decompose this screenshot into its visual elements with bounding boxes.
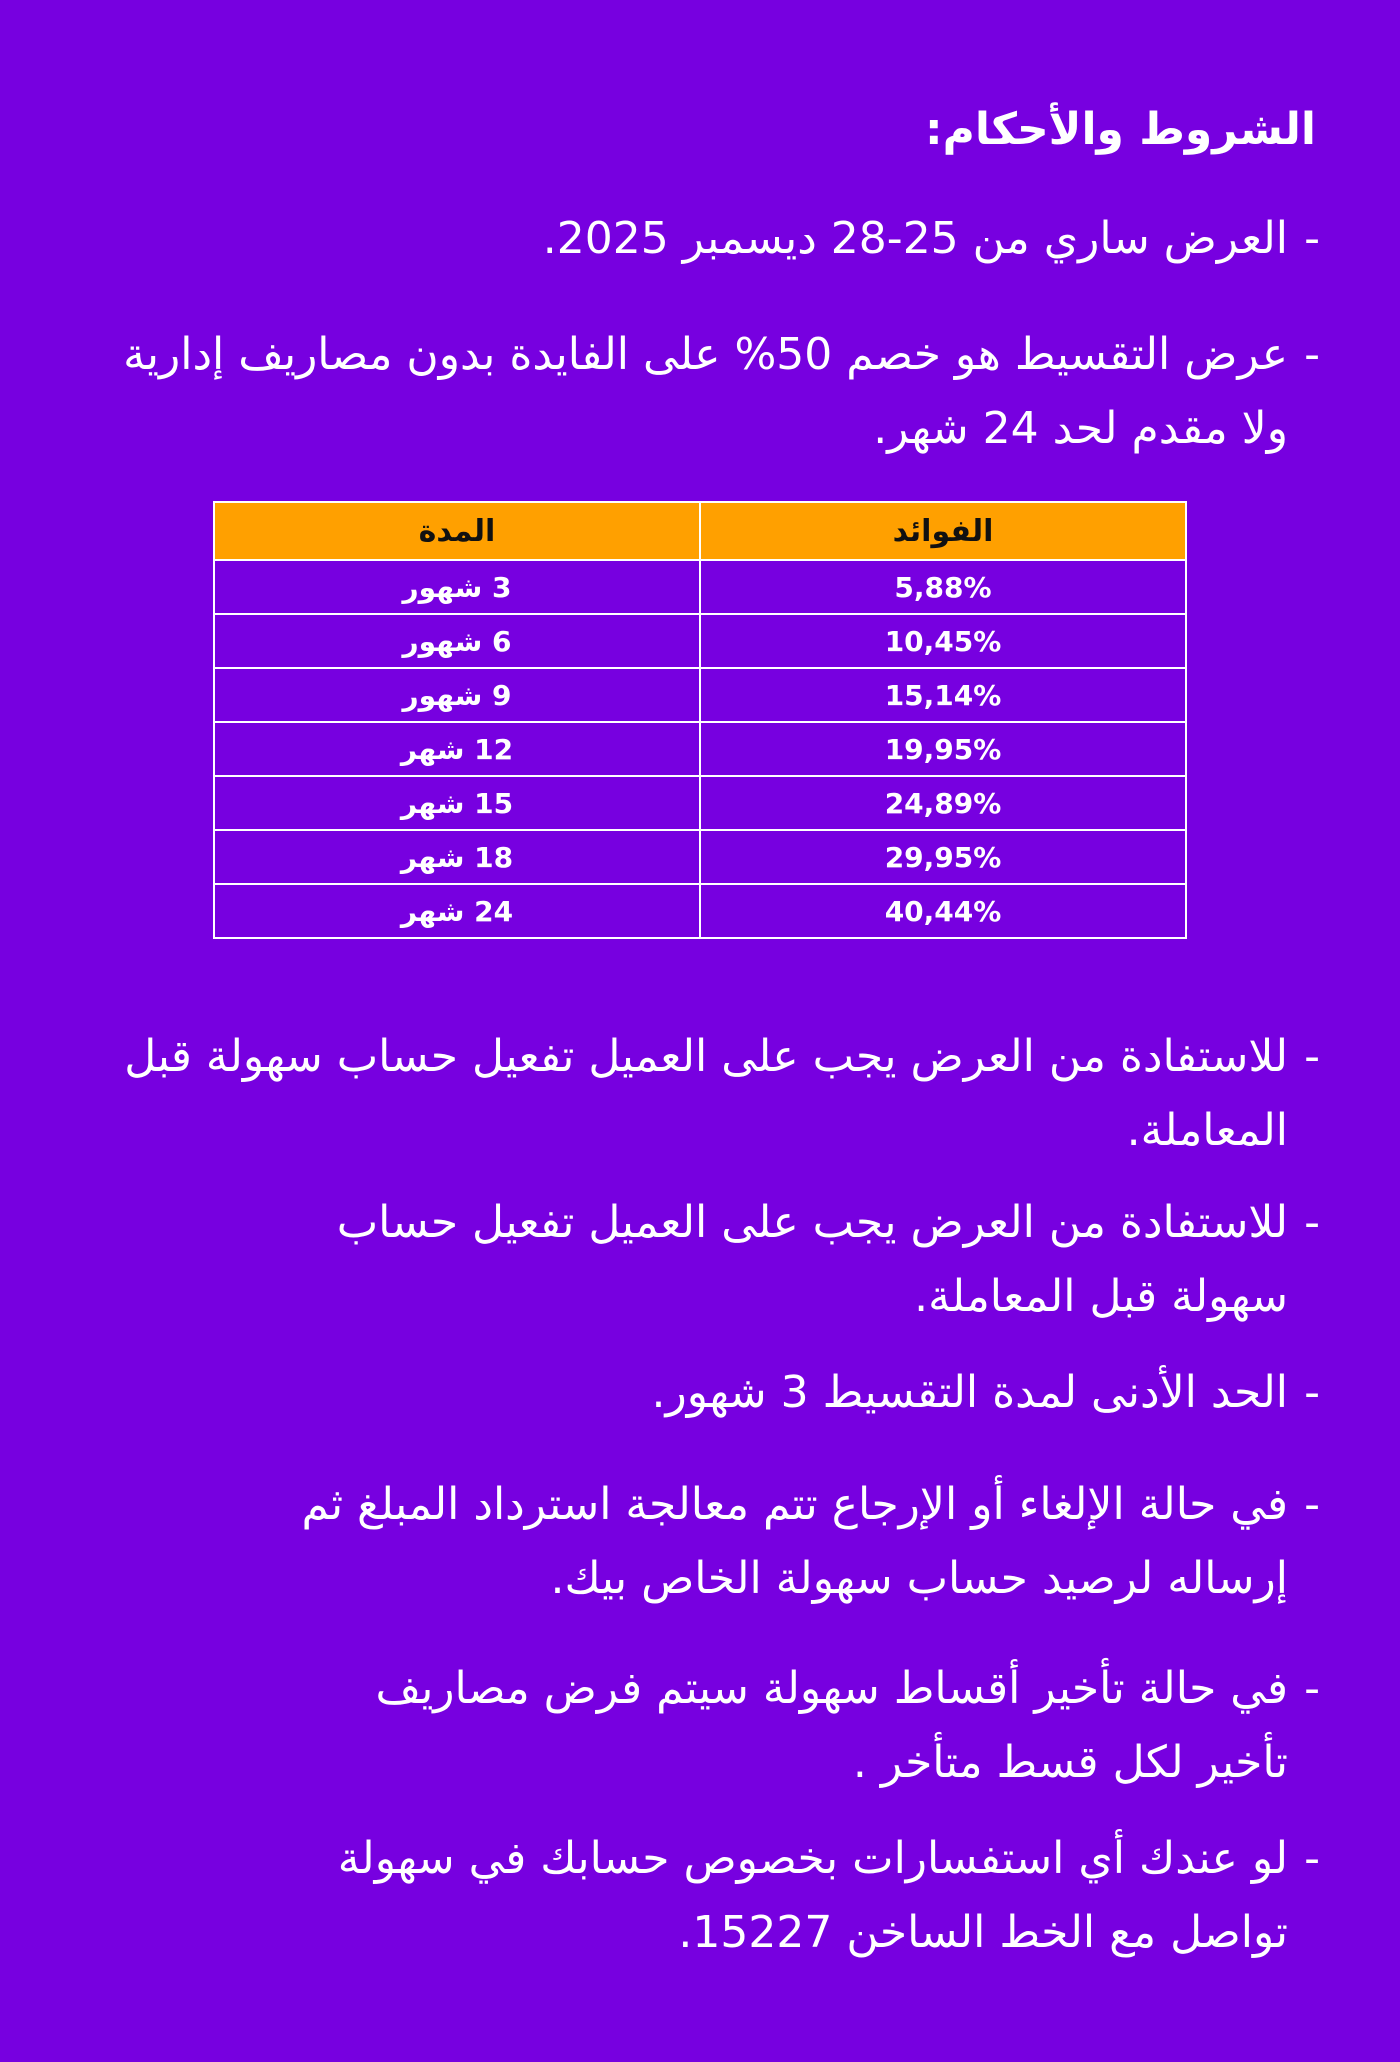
table-header-row xyxy=(214,502,1186,560)
column-header-duration: المدة xyxy=(214,502,700,560)
bullet-dash: - xyxy=(1304,1367,1320,1418)
bullet-dash: - xyxy=(1304,1833,1320,1884)
terms-item-text: للاستفادة من العرض يجب على العميل تفعيل حساب سهولة قبل المعاملة. xyxy=(124,1031,1288,1156)
terms-item xyxy=(80,1822,1320,1970)
terms-item-text: الحد الأدنى لمدة التقسيط 3 شهور. xyxy=(651,1367,1288,1418)
table-row xyxy=(214,614,1186,668)
duration-cell: 18 شهر xyxy=(214,830,700,884)
terms-item xyxy=(80,1468,1320,1616)
table-row xyxy=(214,722,1186,776)
duration-cell: 15 شهر xyxy=(214,776,700,830)
rate-cell: 40,44% xyxy=(700,884,1186,938)
duration-cell: 12 شهر xyxy=(214,722,700,776)
table-row xyxy=(214,776,1186,830)
terms-item xyxy=(80,1356,1320,1430)
bullet-dash: - xyxy=(1304,1663,1320,1714)
bullet-dash: - xyxy=(1304,213,1320,264)
rate-cell: 15,14% xyxy=(700,668,1186,722)
column-header-rate: الفوائد xyxy=(700,502,1186,560)
terms-item-text: في حالة تأخير أقساط سهولة سيتم فرض مصاريف تأخير لكل قسط متأخر . xyxy=(375,1663,1288,1788)
duration-cell: 6 شهور xyxy=(214,614,700,668)
bullet-dash: - xyxy=(1304,329,1320,380)
terms-item-text: العرض ساري من 25-28 ديسمبر 2025. xyxy=(542,213,1288,264)
rate-cell: 29,95% xyxy=(700,830,1186,884)
rate-cell: 24,89% xyxy=(700,776,1186,830)
terms-item xyxy=(80,1020,1320,1168)
rate-cell: 5,88% xyxy=(700,560,1186,614)
terms-title: الشروط والأحكام: xyxy=(925,104,1316,155)
interest-rates-table xyxy=(213,501,1187,939)
bullet-dash: - xyxy=(1304,1031,1320,1082)
table-row xyxy=(214,668,1186,722)
terms-item-text: للاستفادة من العرض يجب على العميل تفعيل حساب سهولة قبل المعاملة. xyxy=(336,1197,1288,1322)
terms-item xyxy=(80,1652,1320,1800)
terms-item xyxy=(80,318,1320,466)
duration-cell: 24 شهر xyxy=(214,884,700,938)
terms-item-text: عرض التقسيط هو خصم 50% على الفايدة بدون مصاريف إدارية ولا مقدم لحد 24 شهر. xyxy=(123,329,1288,454)
terms-item xyxy=(80,202,1320,276)
table-row xyxy=(214,560,1186,614)
rate-cell: 19,95% xyxy=(700,722,1186,776)
bullet-dash: - xyxy=(1304,1197,1320,1248)
terms-item-text: في حالة الإلغاء أو الإرجاع تتم معالجة استرداد المبلغ ثم إرساله لرصيد حساب سهولة الخاص بيك. xyxy=(301,1479,1288,1604)
terms-item-text: لو عندك أي استفسارات بخصوص حسابك في سهولة تواصل مع الخط الساخن 15227. xyxy=(337,1833,1288,1958)
table-row xyxy=(214,830,1186,884)
bullet-dash: - xyxy=(1304,1479,1320,1530)
rate-cell: 10,45% xyxy=(700,614,1186,668)
table-row xyxy=(214,884,1186,938)
terms-item xyxy=(80,1186,1320,1334)
duration-cell: 3 شهور xyxy=(214,560,700,614)
duration-cell: 9 شهور xyxy=(214,668,700,722)
